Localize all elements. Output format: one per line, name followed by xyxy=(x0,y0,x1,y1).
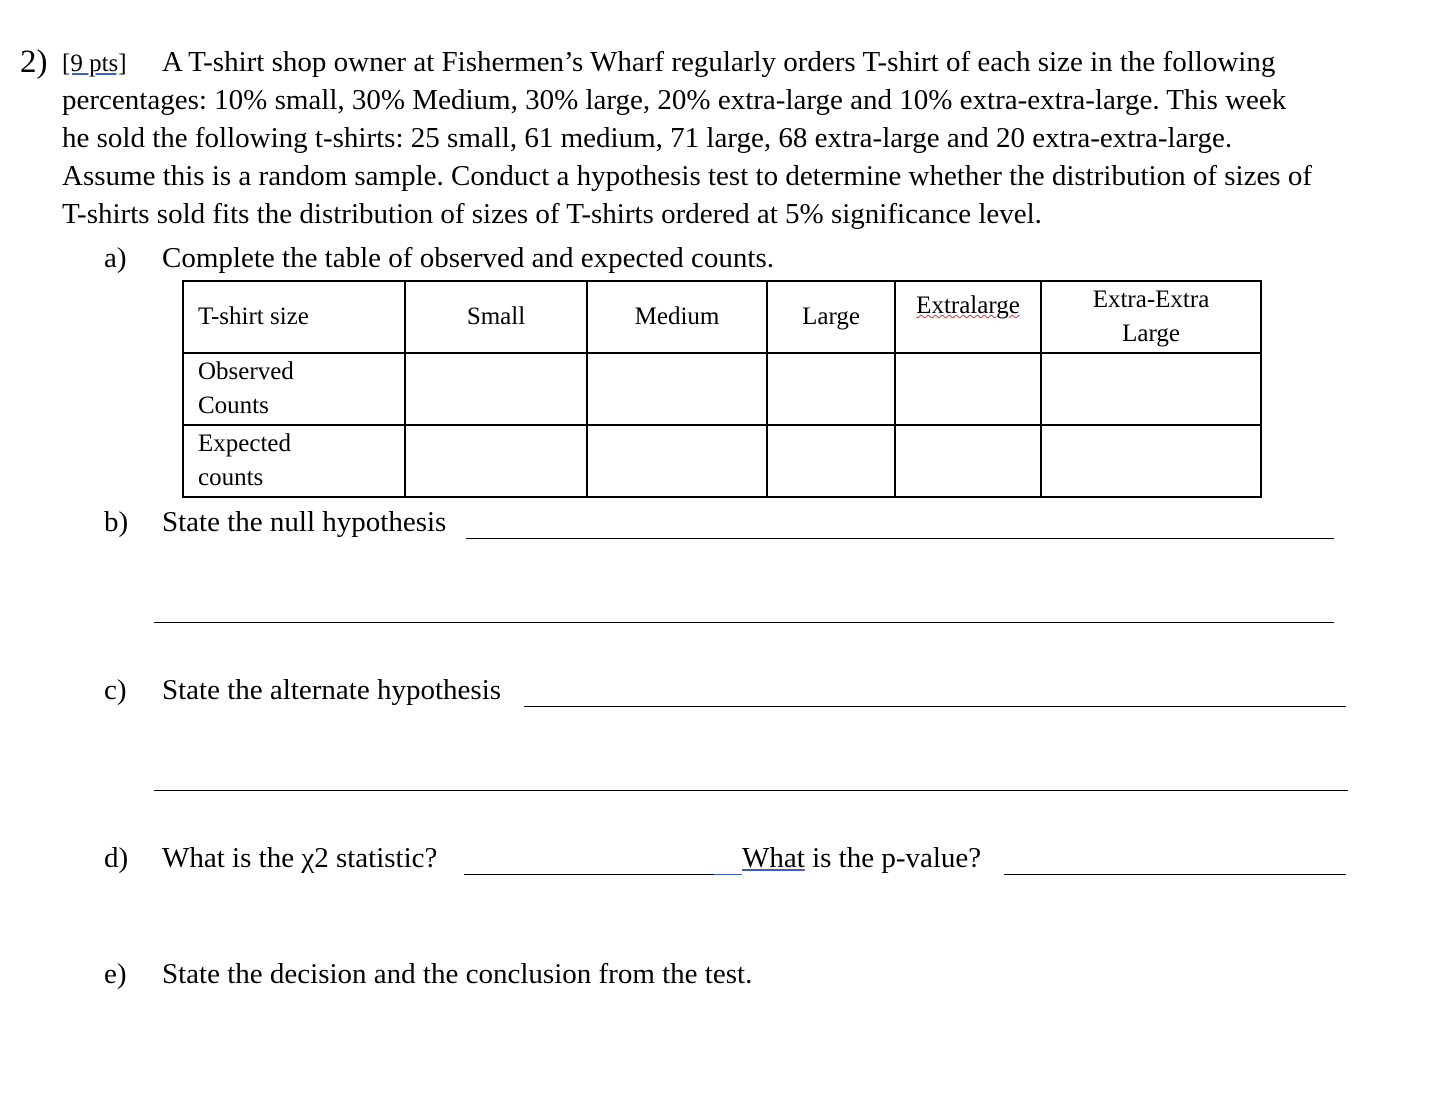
null-hypothesis-blank-2[interactable] xyxy=(154,622,1334,623)
header-extra-extra-large: Extra-Extra Large xyxy=(1041,281,1261,353)
part-b-label: b) xyxy=(104,506,129,538)
question-stem-line-2: percentages: 10% small, 30% Medium, 30% large, 20% extra-large and 10% extra-extra-large. This week xyxy=(62,84,1287,116)
question-stem-line-3: he sold the following t-shirts: 25 small, 61 medium, 71 large, 68 extra-large and 20 extra-extra-large. xyxy=(62,122,1233,154)
part-c-text: State the alternate hypothesis xyxy=(162,674,502,706)
null-hypothesis-blank-1[interactable] xyxy=(466,538,1334,539)
expected-large-cell[interactable] xyxy=(767,425,895,497)
expected-extralarge-cell[interactable] xyxy=(895,425,1041,497)
part-d-label: d) xyxy=(104,842,129,874)
header-large: Large xyxy=(767,281,895,353)
p-value-blank[interactable] xyxy=(1004,874,1346,875)
header-extralarge: Extralarge xyxy=(895,281,1041,353)
part-e-label: e) xyxy=(104,958,127,990)
p-value-link-lead xyxy=(714,874,742,875)
part-a-text: Complete the table of observed and expected counts. xyxy=(162,242,775,274)
expected-medium-cell[interactable] xyxy=(587,425,767,497)
observed-extra-extra-large-cell[interactable] xyxy=(1041,353,1261,425)
header-medium: Medium xyxy=(587,281,767,353)
part-d-pvalue-text: What is the p-value? xyxy=(742,842,982,874)
question-stem-line-1: A T-shirt shop owner at Fishermen’s Wharf regularly orders T-shirt of each size in the following xyxy=(162,46,1276,78)
alternate-hypothesis-blank-2[interactable] xyxy=(154,790,1348,791)
observed-medium-cell[interactable] xyxy=(587,353,767,425)
observed-small-cell[interactable] xyxy=(405,353,587,425)
header-tshirt-size: T-shirt size xyxy=(183,281,405,353)
observed-large-cell[interactable] xyxy=(767,353,895,425)
row-label-observed: Observed Counts xyxy=(183,353,405,425)
table-row-expected xyxy=(183,425,1261,497)
table-row-observed xyxy=(183,353,1261,425)
part-b-text: State the null hypothesis xyxy=(162,506,447,538)
question-stem-line-4: Assume this is a random sample. Conduct a hypothesis test to determine whether the distribution of sizes of xyxy=(62,160,1313,192)
part-a-label: a) xyxy=(104,242,127,274)
question-stem-line-5: T-shirts sold fits the distribution of sizes of T-shirts ordered at 5% significance level. xyxy=(62,198,1042,230)
part-d-text: What is the χ2 statistic? xyxy=(162,842,438,874)
counts-table xyxy=(182,280,1262,498)
expected-small-cell[interactable] xyxy=(405,425,587,497)
question-points: [9 pts] xyxy=(62,50,127,77)
part-c-label: c) xyxy=(104,674,127,706)
alternate-hypothesis-blank-1[interactable] xyxy=(524,706,1346,707)
question-number: 2) xyxy=(20,44,48,80)
observed-extralarge-cell[interactable] xyxy=(895,353,1041,425)
row-label-expected: Expected counts xyxy=(183,425,405,497)
table-header-row xyxy=(183,281,1261,353)
header-small: Small xyxy=(405,281,587,353)
chi-square-blank[interactable] xyxy=(464,874,714,875)
expected-extra-extra-large-cell[interactable] xyxy=(1041,425,1261,497)
part-e-text: State the decision and the conclusion from the test. xyxy=(162,958,753,990)
